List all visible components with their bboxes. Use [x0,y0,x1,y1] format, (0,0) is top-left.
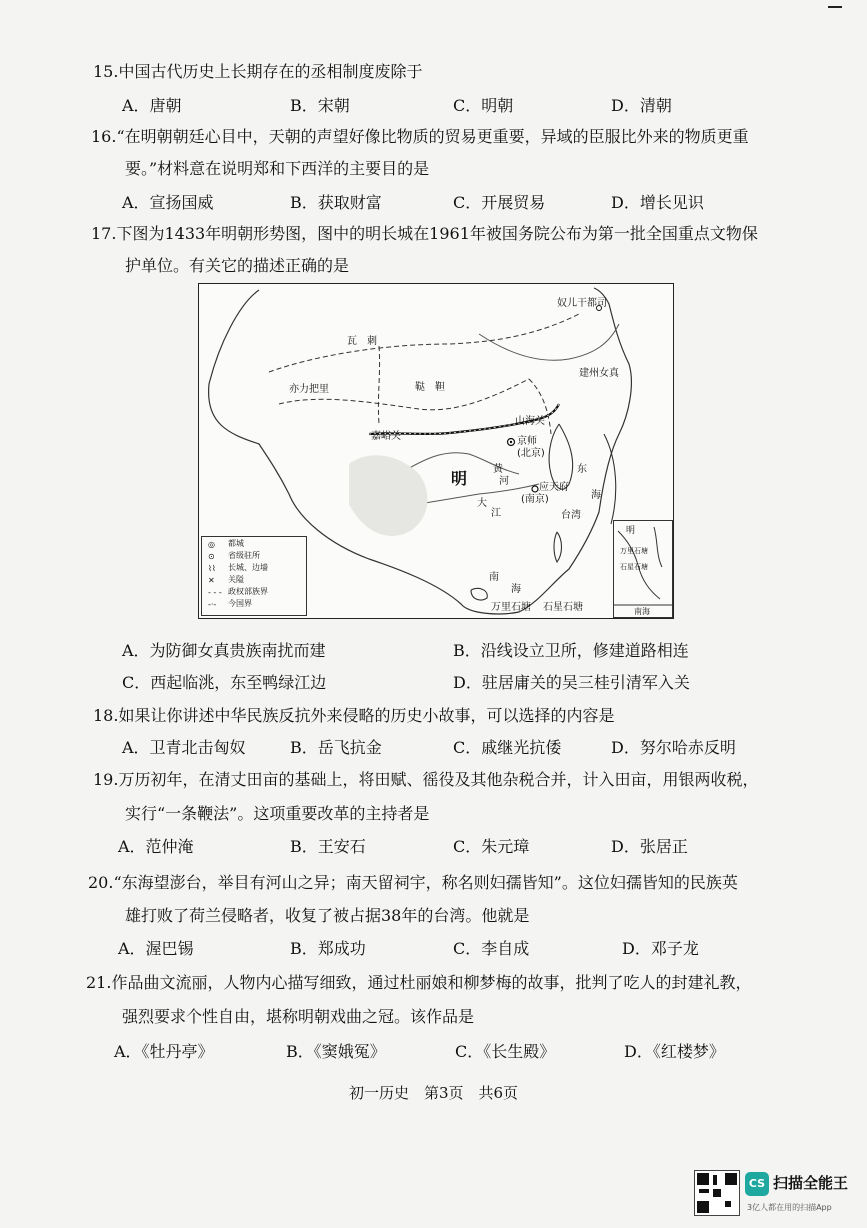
option-d[interactable]: D．张居正 [611,837,688,856]
question-text-line2: 强烈要求个性自由，堪称明朝戏曲之冠。该作品是 [122,1007,475,1026]
inset-label-a: 万里石塘 [620,547,648,555]
option-a[interactable]: A．为防御女真贵族南扰而建 [122,641,326,660]
question-number: 21. [86,973,112,992]
option-b[interactable]: B．获取财富 [290,193,382,212]
option-b[interactable]: B．《窦娥冤》 [286,1042,386,1061]
camscanner-tagline: 3亿人都在用的扫描App [747,1203,832,1212]
legend-item [202,575,306,585]
capital-symbol: ◎ [208,540,215,549]
question-19 [93,770,803,790]
option-a[interactable]: A．《牡丹亭》 [114,1042,214,1061]
label-donghai2: 海 [591,490,601,501]
label-changjiang: 大 [477,498,487,509]
legend-item [202,551,306,561]
label-nanjing: (南京) [521,494,549,505]
label-oirat: 瓦 刺 [347,336,377,347]
option-c[interactable]: C．西起临洮，东至鸭绿江边 [122,673,327,692]
south-sea-inset [613,520,673,618]
question-text-line2: 实行“一条鞭法”。这项重要改革的主持者是 [125,804,430,823]
legend-label: 省级驻所 [228,551,260,560]
option-a[interactable]: A．唐朝 [122,96,182,115]
question-text: 中国古代历史上长期存在的丞相制度废除于 [118,62,423,81]
option-b[interactable]: B．王安石 [290,837,366,856]
option-d[interactable]: D．邓子龙 [622,939,699,958]
legend-label: 政权部族界 [228,587,268,596]
legend-label: 长城、边墙 [228,563,268,572]
question-number: 19. [93,770,119,789]
option-d[interactable]: D．驻居庸关的吴三桂引清军入关 [453,673,690,692]
label-huanghe2: 河 [499,476,509,487]
question-16 [91,127,791,147]
legend-label: 关隘 [228,575,244,584]
question-text: “在明朝朝廷心目中，天朝的声望好像比物质的贸易更重要，异域的臣服比外来的物质更重 [116,127,749,146]
qr-code [694,1170,740,1216]
page-footer: 初一历史 第3页 共6页 [348,1084,519,1102]
legend-label: 都城 [228,539,244,548]
option-b[interactable]: B．岳飞抗金 [290,738,382,757]
label-jiayuguan: 嘉峪关 [371,431,401,442]
option-d[interactable]: D．《红楼梦》 [624,1042,725,1061]
option-c[interactable]: C．戚继光抗倭 [453,738,562,757]
inset-label-b: 石星石塘 [620,563,648,571]
label-ming: 明 [451,469,468,488]
option-c[interactable]: C．李自成 [453,939,530,958]
inset-label-ming: 明 [626,526,636,536]
boundary-symbol: - - - [208,588,222,597]
option-a[interactable]: A．宣扬国威 [122,193,214,212]
label-beijing: (北京) [517,448,545,459]
camscanner-logo: CS [745,1172,769,1196]
legend-item [202,599,306,609]
label-jingshi: 京师 [517,436,537,447]
label-jianzhou: 建州女真 [579,368,619,379]
option-d[interactable]: D．增长见识 [611,193,704,212]
question-18 [93,706,783,726]
legend-item [202,539,306,549]
question-text: 下图为1433年明朝形势图，图中的明长城在1961年被国务院公布为第一批全国重点文物保 [116,224,758,243]
question-text: 如果让你讲述中华民族反抗外来侵略的历史小故事，可以选择的内容是 [118,706,615,725]
option-b[interactable]: B．宋朝 [290,96,350,115]
question-15 [93,62,783,82]
question-text: 万历初年，在清丈田亩的基础上，将田赋、徭役及其他杂税合并，计入田亩，用银两收税， [118,770,759,789]
inset-label-south-sea: 南海 [634,607,650,616]
legend-item [202,587,306,597]
option-a[interactable]: A．渥巴锡 [118,939,194,958]
option-b[interactable]: B．郑成功 [290,939,366,958]
label-huanghe: 黄 [493,464,503,475]
option-d[interactable]: D．努尔哈赤反明 [611,738,736,757]
question-text: 作品曲文流丽，人物内心描写细致，通过杜丽娘和柳梦梅的故事，批判了吃人的封建礼教， [111,973,752,992]
option-c[interactable]: C．明朝 [453,96,514,115]
question-number: 15. [93,62,119,81]
label-wanli-shitang: 万里石塘 [491,602,531,613]
map-legend [201,536,307,616]
question-text-line2: 护单位。有关它的描述正确的是 [125,256,350,275]
great-wall-symbol: ⌇⌇ [208,564,216,573]
question-number: 17. [91,224,117,243]
question-text-line2: 要。”材料意在说明郑和下西洋的主要目的是 [125,159,430,178]
camscanner-name: 扫描全能王 [773,1174,849,1192]
ming-map-1433 [198,283,674,619]
question-number: 18. [93,706,119,725]
option-a[interactable]: A．卫青北击匈奴 [122,738,246,757]
label-nurgan: 奴儿干都司 [557,298,607,309]
label-moghul: 亦力把里 [289,384,329,395]
option-b[interactable]: B．沿线设立卫所，修建道路相连 [453,641,689,660]
question-17 [91,224,791,244]
border-symbol: -·- [208,600,217,609]
question-21 [86,973,801,993]
option-d[interactable]: D．清朝 [611,96,672,115]
label-nanhai: 南 [489,572,499,583]
corner-mark [828,6,842,8]
pass-symbol: ✕ [208,576,215,585]
option-a[interactable]: A．范仲淹 [118,837,194,856]
question-number: 20. [88,873,114,892]
question-text-line2: 雄打败了荷兰侵略者，收复了被占据38年的台湾。他就是 [125,906,530,925]
label-nanhai2: 海 [511,584,521,595]
question-20 [88,873,800,893]
label-shanhaiguan: 山海关 [515,416,545,427]
option-c[interactable]: C．朱元璋 [453,837,530,856]
label-yingtianfu: 应天府 [539,482,569,493]
option-c[interactable]: C．《长生殿》 [455,1042,556,1061]
label-changjiang2: 江 [491,508,501,519]
question-number: 16. [91,127,117,146]
label-shixing-shitang: 石星石塘 [543,602,583,613]
option-c[interactable]: C．开展贸易 [453,193,546,212]
label-donghai: 东 [577,464,587,475]
legend-item [202,563,306,573]
label-tatar: 鞑 靼 [415,382,445,393]
label-taiwan: 台湾 [561,510,581,521]
legend-label: 今国界 [228,599,252,608]
provincial-seat-symbol: ⊙ [208,552,215,561]
question-text: “东海望澎台，举目有河山之异；南天留祠宇，称名则妇孺皆知”。这位妇孺皆知的民族英 [113,873,738,892]
